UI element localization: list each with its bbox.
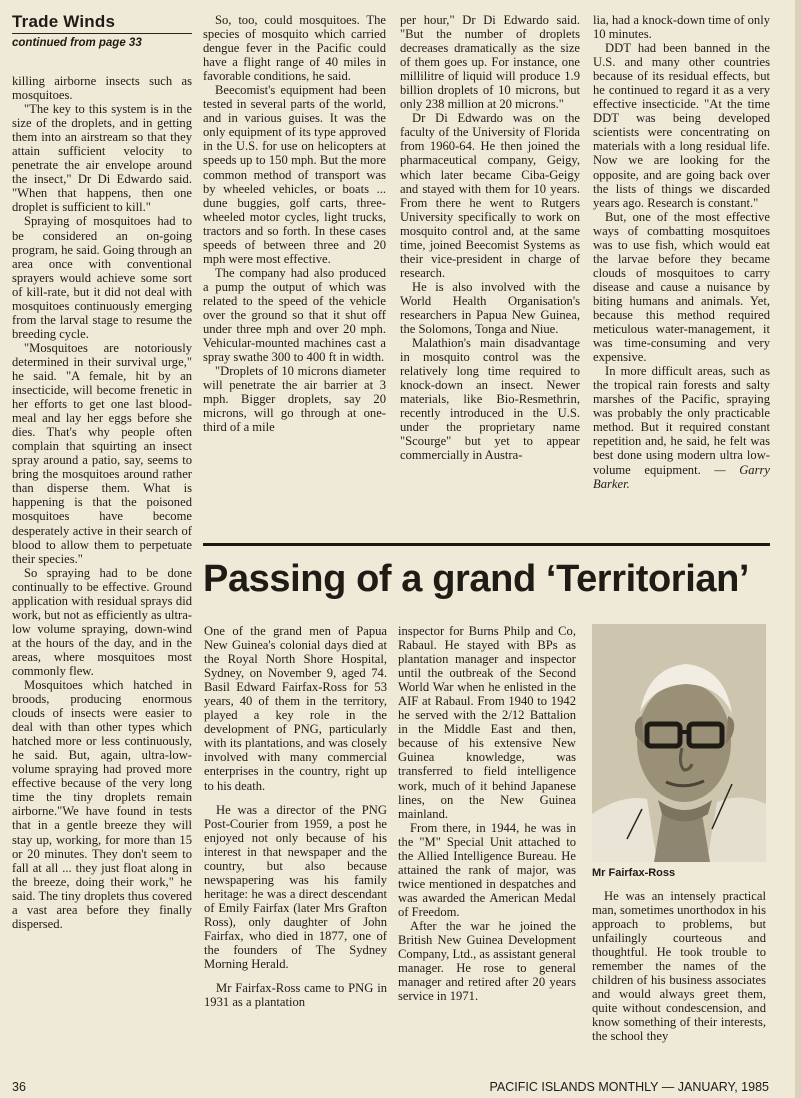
paragraph: So spraying had to be done continually to be effective. Ground application with residual sprays did work, but not as efficiently as ultra-low volume spraying, down-wind at the hours of the day, and in the areas, where mosquitoes most commonly flew. <box>12 565 192 678</box>
byline: — Garry Barker. <box>593 462 770 491</box>
paragraph: Spraying of mosquitoes had to be considered an on-going program, he said. Going through an area once with conventional sprayers would achieve some sort of kill-rate, but it did not deal with mosquitoes continuously emerging from the larval stage to resume the breeding cycle. <box>12 214 192 341</box>
column-3 <box>400 13 580 463</box>
paragraph: "Droplets of 10 microns diameter will penetrate the air barrier at 3 mph. Bigger droplets, say 20 microns, will go through at one-third of a mile <box>203 364 386 435</box>
paragraph: inspector for Burns Philp and Co, Rabaul. He stayed with BPs as plantation manager and inspector until the outbreak of the Second World War when he enlisted in the AIF at Rabaul. From 1940 to 1942 he served with the 2/12 Battalion in the Middle East and then, because of his extensive New Guinea knowledge, was transferred to field intelligence work, much of it behind Japanese lines, on the New Guinea mainland. <box>398 624 576 821</box>
paragraph: "The key to this system is in the size of the droplets, and in getting them into an airstream so that they attain sufficient velocity to penetrate the air envelope around the insect," Dr Di Edwardo said. "When that happens, then one droplet is sufficient to kill." <box>12 102 192 215</box>
paragraph: "Mosquitoes are notoriously determined in their survival urge," he said. "A female, hit by an insecticide, will become frenetic in her efforts to get one last blood-meal and lay her eggs before she dies. That's why people often complain that squirting an insect spray around a patio, say, seems to bring the mosquitoes around rather than disperse them. What is happening is that the poisoned mosquitoes have become desperately active in their search of blood to allow them to perpetuate their species." <box>12 340 192 566</box>
paragraph: The company had also produced a pump the output of which was related to the speed of the vehicle over the ground so that it shut off under three mph and over 20 mph. Vehicular-mounted machines cast a spray swathe 300 to 400 ft in width. <box>203 265 386 365</box>
column-5 <box>204 624 387 1009</box>
paragraph: Dr Di Edwardo was on the faculty of the University of Florida from 1960-64. He then joined the pharmaceutical company, Geigy, which later became Ciba-Geigy and stayed with them for 10 years. From there he went to Rutgers University specifically to work on mosquito control and, at the same time, joined Beecomist Systems as their vice-president in charge of research. <box>400 111 580 280</box>
publication-footer: PACIFIC ISLANDS MONTHLY — JANUARY, 1985 <box>489 1080 769 1094</box>
paragraph: But, one of the most effective ways of combatting mosquitoes was to use fish, which would eat the larvae before they became clouds of mosquitoes to carry disease and cause a nuisance by biting humans and animals. Yet, because this method required meticulous water-management, it was time-consuming and very expensive. <box>593 209 770 365</box>
page-number: 36 <box>12 1080 26 1094</box>
paragraph: He was an intensely practical man, sometimes unorthodox in his approach to problems, but unfailingly courteous and thoughtful. He took trouble to remember the names of the children of his business associates and would always greet them, quite without condescension, and know something of their interests, the school they <box>592 889 766 1044</box>
continued-note: continued from page 33 <box>12 37 142 49</box>
paragraph: Mosquitoes which hatched in broods, producing enormous clouds of insects were easier to deal with than other types which hatched more or less continuously, he said. But, again, ultra-low-volume spraying had proved more effective because of the very long time the tiny droplets remain airborne."We have found in tests that in a gentle breeze they will stay up, working, for more than 15 or 20 minutes. They don't seem to fall at all ... they just float along in the breeze, doing their work," he said. The tiny droplets thus covered a vast area before they finally dispersed. <box>12 678 192 931</box>
section-rule <box>12 33 192 34</box>
paragraph: One of the grand men of Papua New Guinea's colonial days died at the Royal North Shore Hospital, Sydney, on November 9, aged 74. Basil Edward Fairfax-Ross for 53 years, 40 of them in the territory, played a key role in the development of PNG, particularly with its plantations, and was closely involved with many commercial enterprises in the country, right up to his death. <box>204 624 387 793</box>
column-6 <box>398 624 576 1003</box>
paragraph: Malathion's main disadvantage in mosquito control was the relatively long time required to knock-down an insect. Newer materials, like Bio-Resmethrin, recently introduced in the U.S. under the proprietary name "Scourge" but yet to appear commercially in Austra- <box>400 336 580 463</box>
paragraph: lia, had a knock-down time of only 10 minutes. <box>593 13 770 42</box>
paragraph: So, too, could mosquitoes. The species of mosquito which carried dengue fever in the Pacific could have a flight range of 40 miles in favorable conditions, he said. <box>203 13 386 84</box>
paragraph: per hour," Dr Di Edwardo said. "But the number of droplets decreases dramatically as the size of them goes up. For instance, one millilitre of liquid will produce 1.9 billion droplets of 10 microns, but only 238 million at 20 microns." <box>400 13 580 112</box>
portrait-image <box>592 624 766 862</box>
paragraph: Beecomist's equipment had been tested in several parts of the world, and in various guises. It was the only equipment of its type approved in the U.S. for use on helicopters at speeds up to 150 mph. But the more common method of transport was by wheeled vehicles, or boats ... dune buggies, golf carts, three-wheeled motor cycles, light trucks, tractors and so forth. In these cases speeds of between three and 20 mph were most effective. <box>203 83 386 266</box>
paragraph <box>593 364 770 490</box>
photo-caption: Mr Fairfax-Ross <box>592 867 676 879</box>
paragraph: Mr Fairfax-Ross came to PNG in 1931 as a plantation <box>204 981 387 1010</box>
paragraph: He is also involved with the World Health Organisation's researchers in Papua New Guinea, the Solomons, Tonga and Niue. <box>400 279 580 337</box>
story-divider <box>203 543 770 546</box>
paragraph: From there, in 1944, he was in the "M" Special Unit attached to the Allied Intelligence Bureau. He attained the rank of major, was twice mentioned in despatches and was awarded the American Medal of Freedom. <box>398 820 576 919</box>
paragraph-text: In more difficult areas, such as the tropical rain forests and salty marshes of the Pacific, spraying was probably the only practicable method. But it required constant repetition and, he said, he felt was best done using modern ultra low-volume equipment. <box>593 364 770 477</box>
section-title: Trade Winds <box>12 12 116 31</box>
paragraph: He was a director of the PNG Post-Courier from 1959, a post he enjoyed not only because of his interest in that newspaper and the country, but also because newspapering was his family heritage: he was a direct descendant of Emily Fairfax (later Mrs Grafton Ross), only daughter of John Fairfax, who died in 1877, one of the founders of The Sydney Morning Herald. <box>204 802 387 972</box>
paragraph: DDT had been banned in the U.S. and many other countries because of its residual effects, but he continued to regard it as a very effective insecticide. "At the time DDT was being developed scientists were concentrating on materials with a long residual life. Now we are looking for the opposite, and are going back over the lists of things we discarded years ago. Research is constant." <box>593 41 770 210</box>
column-2 <box>203 13 386 434</box>
portrait-photo <box>592 624 766 862</box>
paragraph: After the war he joined the British New Guinea Development Company, Ltd., as assistant general manager. He rose to general manager and retired after 20 years service in 1971. <box>398 918 576 1004</box>
page-edge <box>795 0 801 1098</box>
paragraph: killing airborne insects such as mosquitoes. <box>12 74 192 103</box>
column-4 <box>593 13 770 491</box>
headline: Passing of a grand ‘Territorian’ <box>203 558 750 600</box>
column-1 <box>12 74 192 931</box>
column-7 <box>592 889 766 1044</box>
